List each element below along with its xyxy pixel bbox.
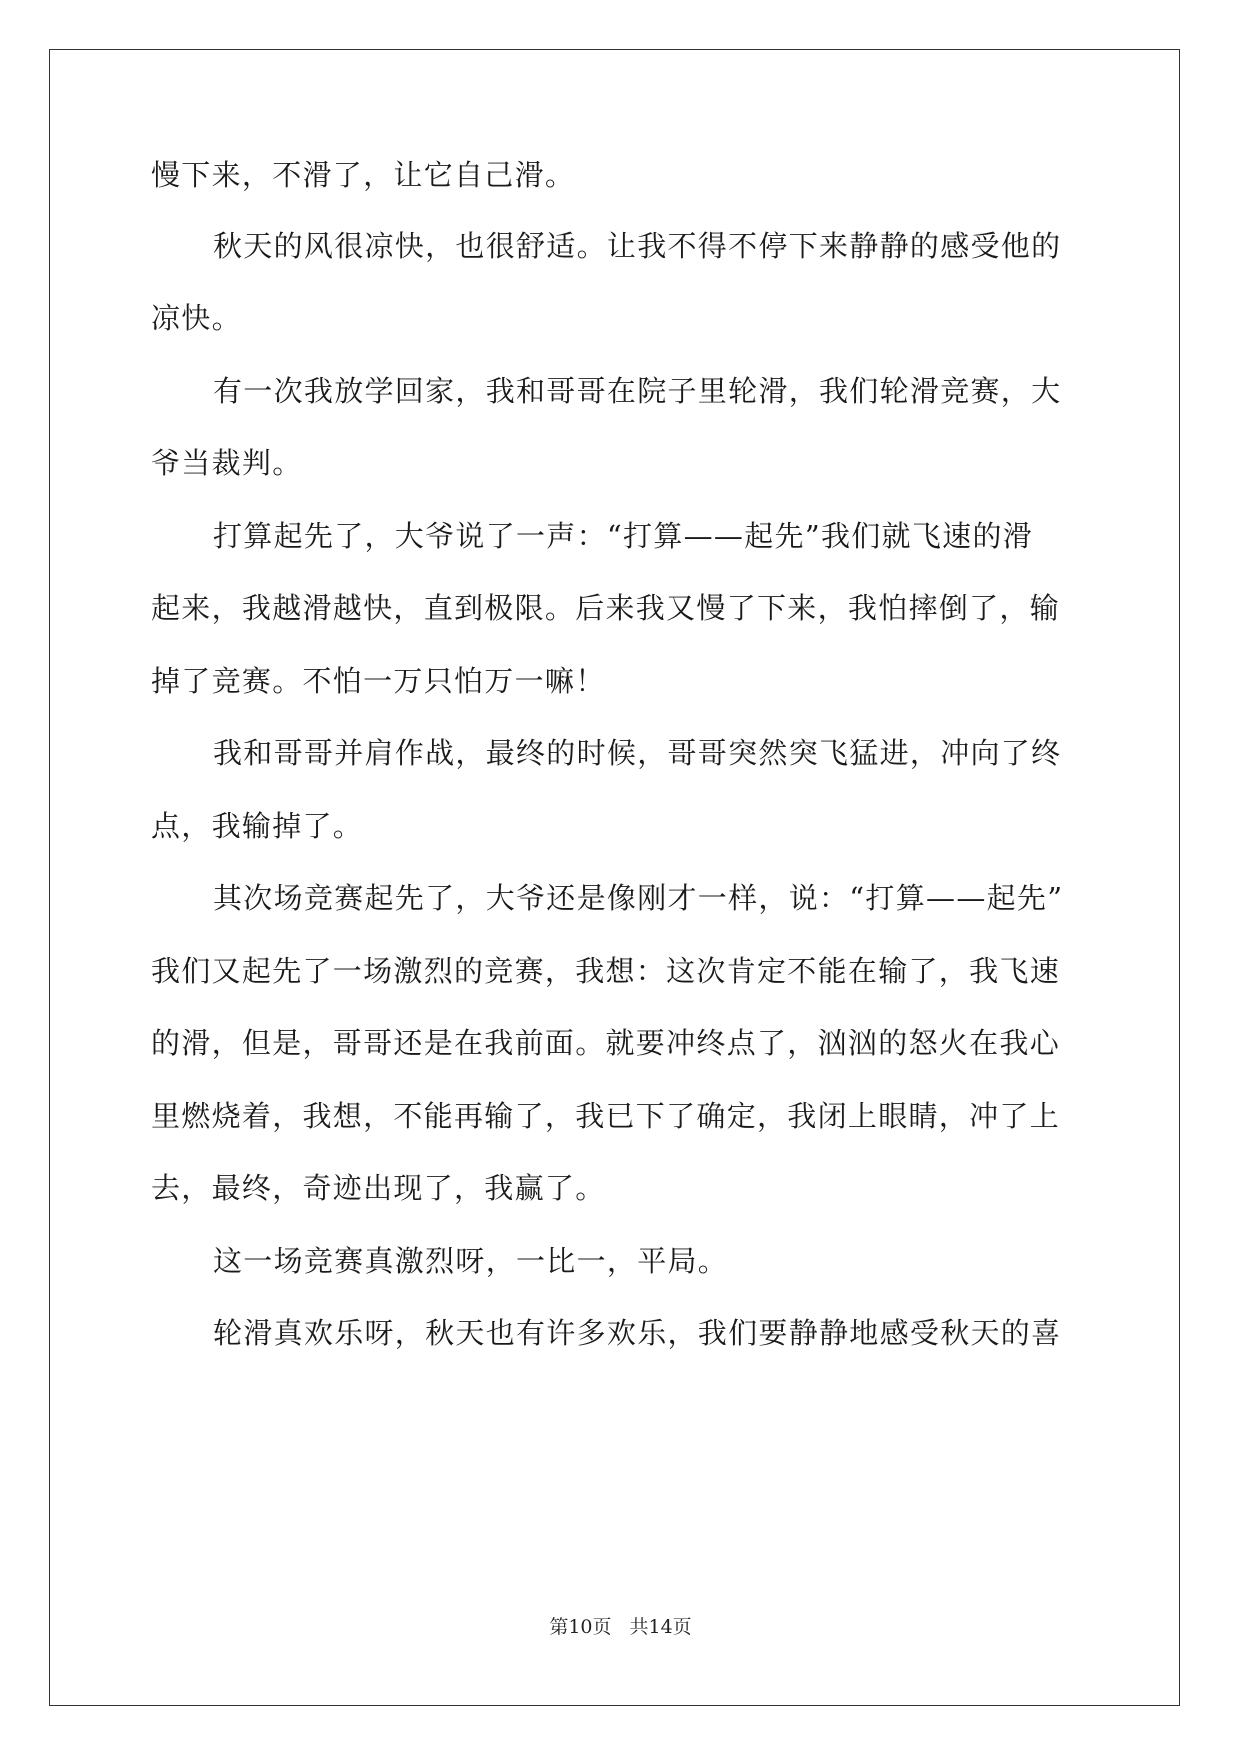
paragraph-line: 秋天的风很凉快，也很舒适。让我不得不停下来静静的感受他的 — [213, 229, 1062, 263]
page-number: 第10页 — [549, 1616, 612, 1638]
paragraph-line: 其次场竞赛起先了，大爷还是像刚才一样，说：“打算——起先” — [213, 881, 1064, 915]
text-line: 凉快。 — [151, 301, 242, 335]
text-line: 去，最终，奇迹出现了，我赢了。 — [151, 1171, 606, 1205]
paragraph-line: 我和哥哥并肩作战，最终的时候，哥哥突然突飞猛进，冲向了终 — [213, 736, 1062, 770]
text-line: 里燃烧着，我想，不能再输了，我已下了确定，我闭上眼睛，冲了上 — [151, 1099, 1061, 1133]
text-line: 慢下来，不滑了，让它自己滑。 — [151, 158, 576, 192]
paragraph-line: 打算起先了，大爷说了一声：“打算——起先”我们就飞速的滑 — [213, 519, 1034, 553]
text-line: 点，我输掉了。 — [151, 809, 364, 843]
paragraph-line: 轮滑真欢乐呀，秋天也有许多欢乐，我们要静静地感受秋天的喜 — [213, 1316, 1062, 1350]
text-line: 起来，我越滑越快，直到极限。后来我又慢了下来，我怕摔倒了，输 — [151, 591, 1061, 625]
text-line: 我们又起先了一场激烈的竞赛，我想：这次肯定不能在输了，我飞速 — [151, 954, 1061, 988]
page-total: 共14页 — [629, 1616, 692, 1638]
text-line: 掉了竞赛。不怕一万只怕万一嘛！ — [151, 664, 606, 698]
text-line: 的滑，但是，哥哥还是在我前面。就要冲终点了，汹汹的怒火在我心 — [151, 1026, 1061, 1060]
text-line: 爷当裁判。 — [151, 446, 303, 480]
page-footer — [0, 1615, 1241, 1639]
paragraph-line: 有一次我放学回家，我和哥哥在院子里轮滑，我们轮滑竞赛，大 — [213, 374, 1062, 408]
paragraph-line: 这一场竞赛真激烈呀，一比一，平局。 — [213, 1244, 729, 1278]
